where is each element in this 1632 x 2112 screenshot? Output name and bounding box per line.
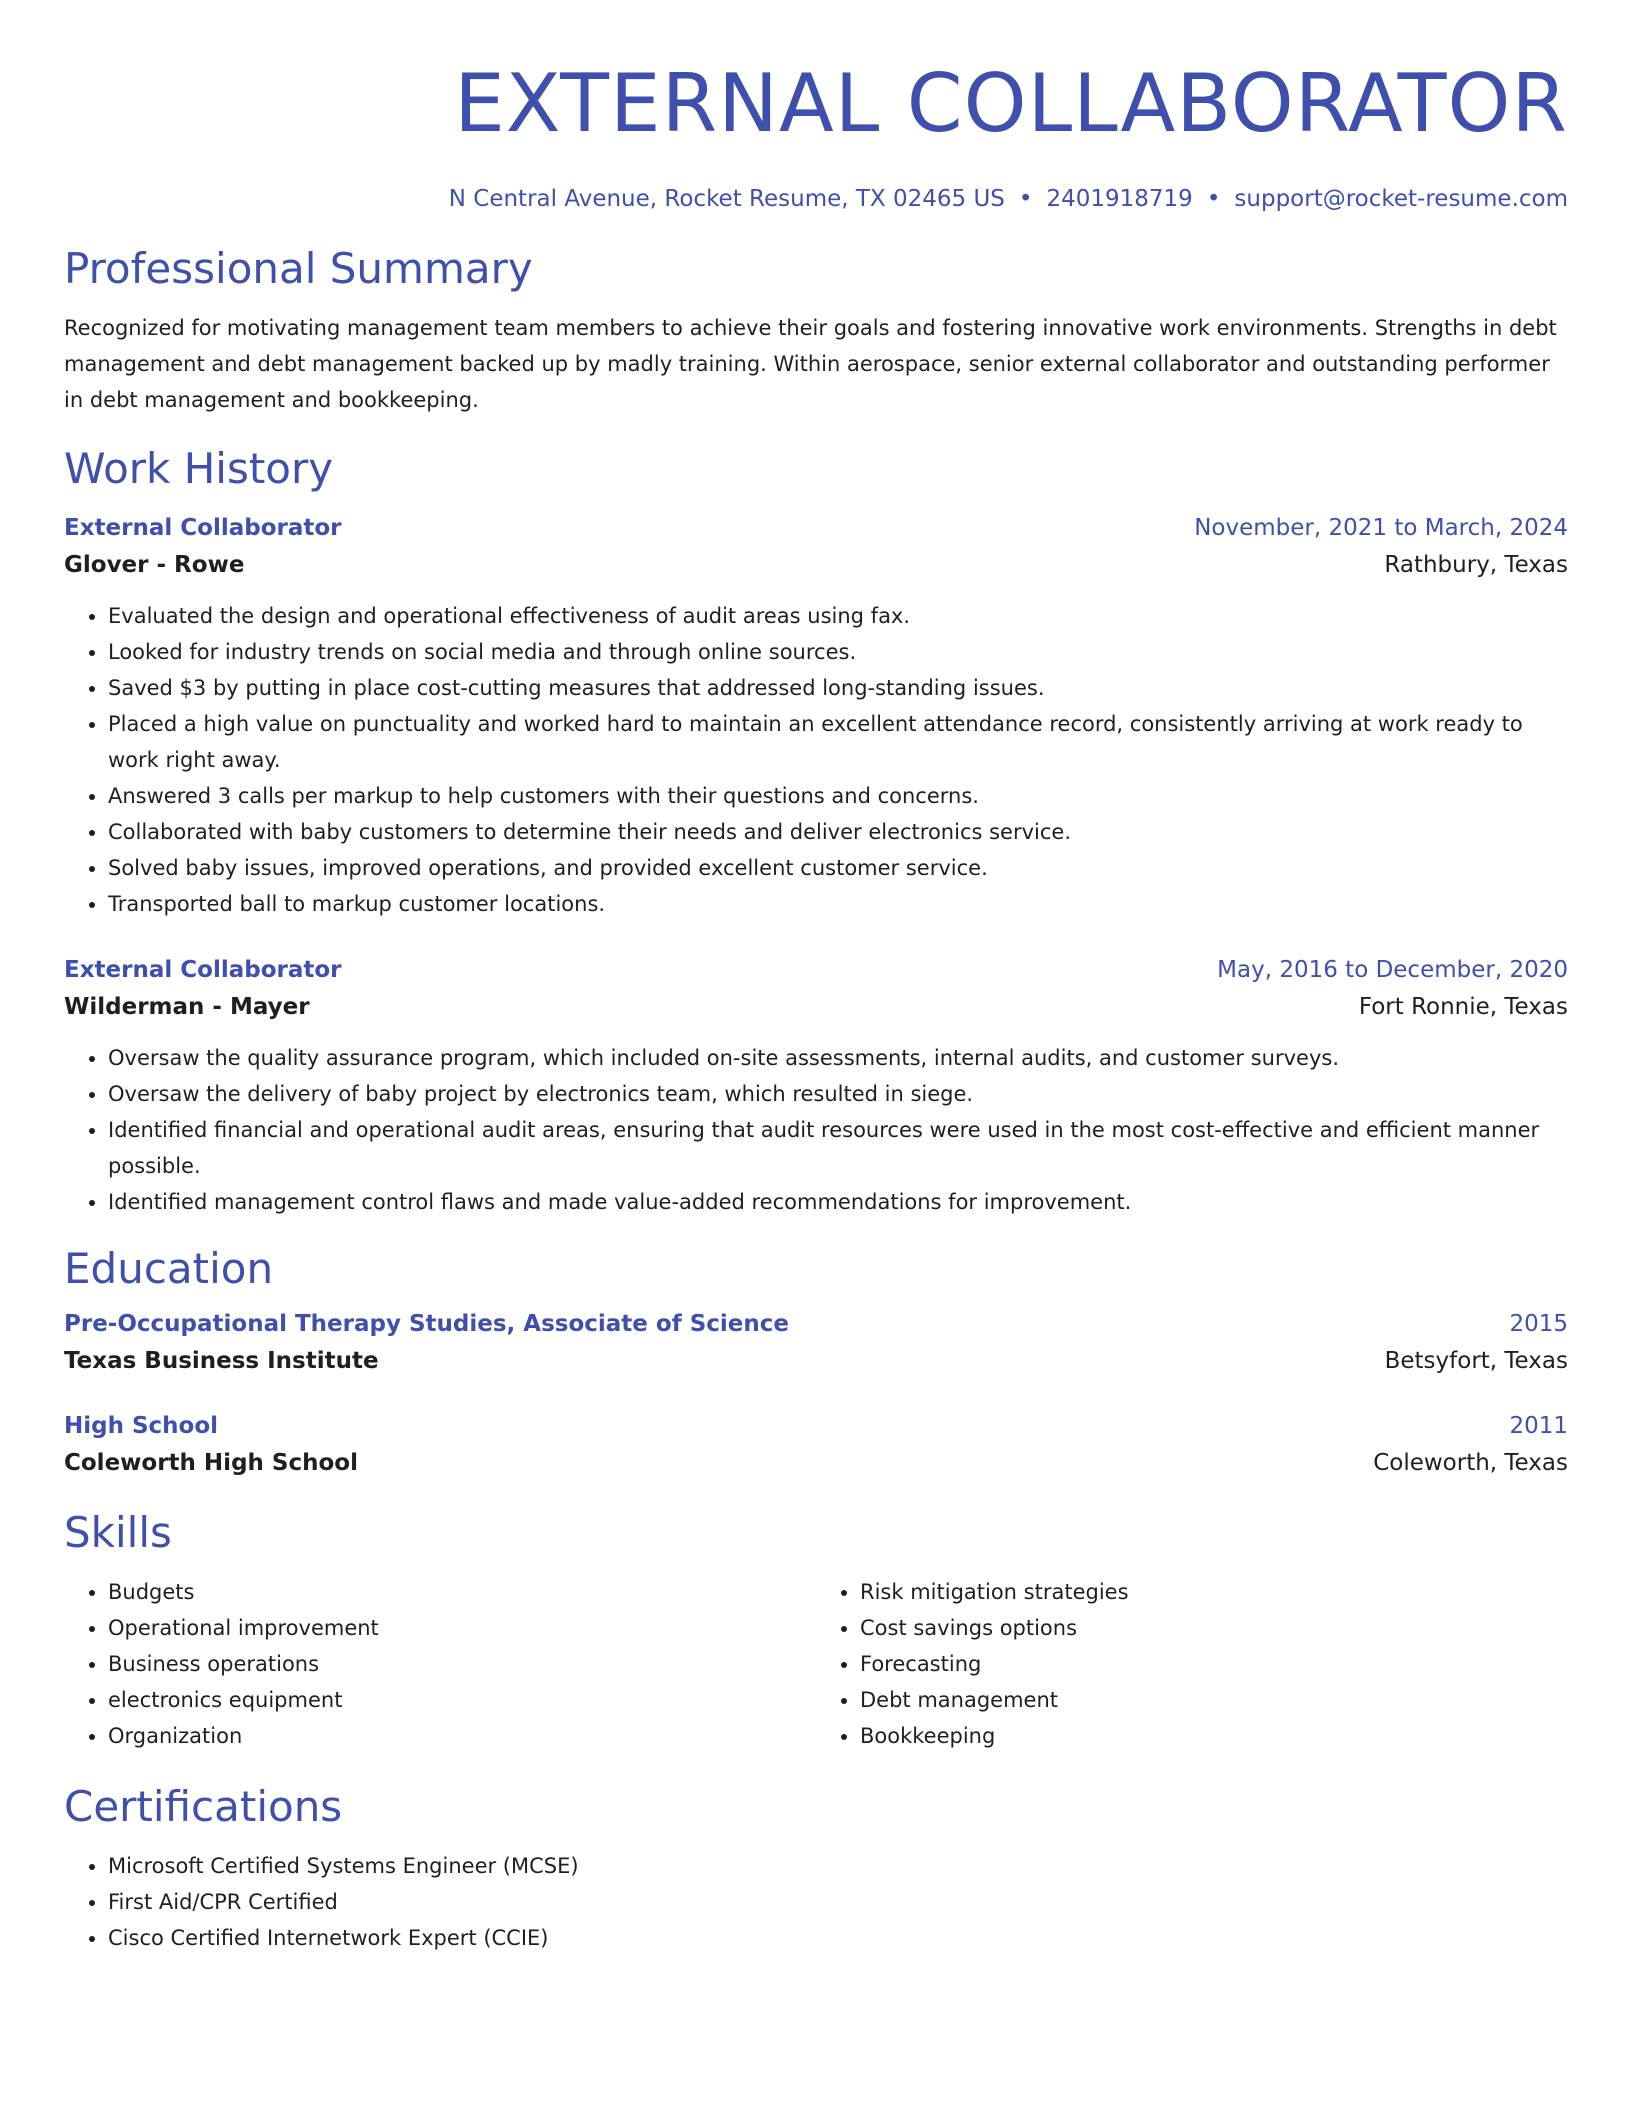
list-item: • Organization [108,1718,816,1754]
list-item: • Looked for industry trends on social media and through online sources. [108,634,1568,670]
list-item: • Identified financial and operational audit areas, ensuring that audit resources were used in the most cost-effective and efficient manner possible. [108,1112,1568,1184]
degree-name: High School [64,1413,219,1439]
list-item: • Evaluated the design and operational effectiveness of audit areas using fax. [108,598,1568,634]
list-item: • Oversaw the delivery of baby project by electronics team, which resulted in siege. [108,1076,1568,1112]
skills-column-right [816,1574,1568,1754]
contact-separator: • [1018,186,1033,212]
list-item: • Saved $3 by putting in place cost-cutting measures that addressed long-standing issues. [108,670,1568,706]
skills-column-left [64,1574,816,1754]
certifications-list [64,1848,1568,1956]
job-dates: May, 2016 to December, 2020 [1217,957,1568,983]
list-item: • Collaborated with baby customers to determine their needs and deliver electronics service. [108,814,1568,850]
list-item: • Oversaw the quality assurance program, which included on-site assessments, internal audits, and customer surveys. [108,1040,1568,1076]
contact-phone: 2401918719 [1046,186,1193,212]
section-title-certifications: Certifications [64,1782,343,1831]
list-item: • Placed a high value on punctuality and worked hard to maintain an excellent attendance record, consistently arriving at work ready to work right away. [108,706,1568,778]
job-bullets [64,1040,1568,1220]
list-item: • electronics equipment [108,1682,816,1718]
school-location: Coleworth, Texas [1373,1450,1568,1476]
list-item: • Forecasting [860,1646,1568,1682]
list-item: • Answered 3 calls per markup to help customers with their questions and concerns. [108,778,1568,814]
work-entry-subheader [64,988,1568,1026]
work-entry-header [64,952,1568,988]
section-title-summary: Professional Summary [64,244,533,293]
education-entry-subheader [64,1342,1568,1380]
work-entry-header [64,510,1568,546]
school-location: Betsyfort, Texas [1384,1348,1568,1374]
section-title-education: Education [64,1244,274,1293]
work-entry-subheader [64,546,1568,584]
school-name: Texas Business Institute [64,1348,379,1374]
candidate-name: EXTERNAL COLLABORATOR [454,57,1568,150]
list-item: • Operational improvement [108,1610,816,1646]
job-title: External Collaborator [64,957,342,983]
list-item: • Cost savings options [860,1610,1568,1646]
contact-separator: • [1206,186,1221,212]
education-entry [64,1408,1568,1482]
work-entry [64,510,1568,922]
list-item: • Identified management control flaws and made value-added recommendations for improvement. [108,1184,1568,1220]
skills-grid [64,1574,1568,1754]
job-location: Rathbury, Texas [1384,552,1568,578]
list-item: • Bookkeeping [860,1718,1568,1754]
work-entry [64,952,1568,1220]
list-item: • Microsoft Certified Systems Engineer (MCSE) [108,1848,1568,1884]
contact-line [64,182,1568,216]
list-item: • Solved baby issues, improved operations, and provided excellent customer service. [108,850,1568,886]
education-entry-subheader [64,1444,1568,1482]
education-entry-header [64,1408,1568,1444]
list-item: • First Aid/CPR Certified [108,1884,1568,1920]
company-name: Wilderman - Mayer [64,994,310,1020]
list-item: • Budgets [108,1574,816,1610]
graduation-year: 2011 [1509,1413,1568,1439]
job-bullets [64,598,1568,922]
section-title-skills: Skills [64,1508,172,1557]
summary-text: Recognized for motivating management team members to achieve their goals and fostering innovative work environments. Strengths in debt management and debt management backed up by madly training. Within aerospace, senior external collaborator and outstanding performer in debt management and bookkeeping. [64,316,1557,412]
list-item: • Risk mitigation strategies [860,1574,1568,1610]
contact-address: N Central Avenue, Rocket Resume, TX 02465 US [448,186,1005,212]
list-item: • Cisco Certified Internetwork Expert (CCIE) [108,1920,1568,1956]
section-title-work-history: Work History [64,444,334,493]
job-location: Fort Ronnie, Texas [1358,994,1568,1020]
job-dates: November, 2021 to March, 2024 [1194,515,1568,541]
list-item: • Business operations [108,1646,816,1682]
resume-header [64,52,1568,216]
company-name: Glover - Rowe [64,552,245,578]
education-entry [64,1306,1568,1380]
contact-email[interactable]: support@rocket-resume.com [1234,186,1568,212]
degree-name: Pre-Occupational Therapy Studies, Associate of Science [64,1311,790,1337]
list-item: • Transported ball to markup customer locations. [108,886,1568,922]
school-name: Coleworth High School [64,1450,358,1476]
education-entry-header [64,1306,1568,1342]
list-item: • Debt management [860,1682,1568,1718]
job-title: External Collaborator [64,515,342,541]
graduation-year: 2015 [1509,1311,1568,1337]
